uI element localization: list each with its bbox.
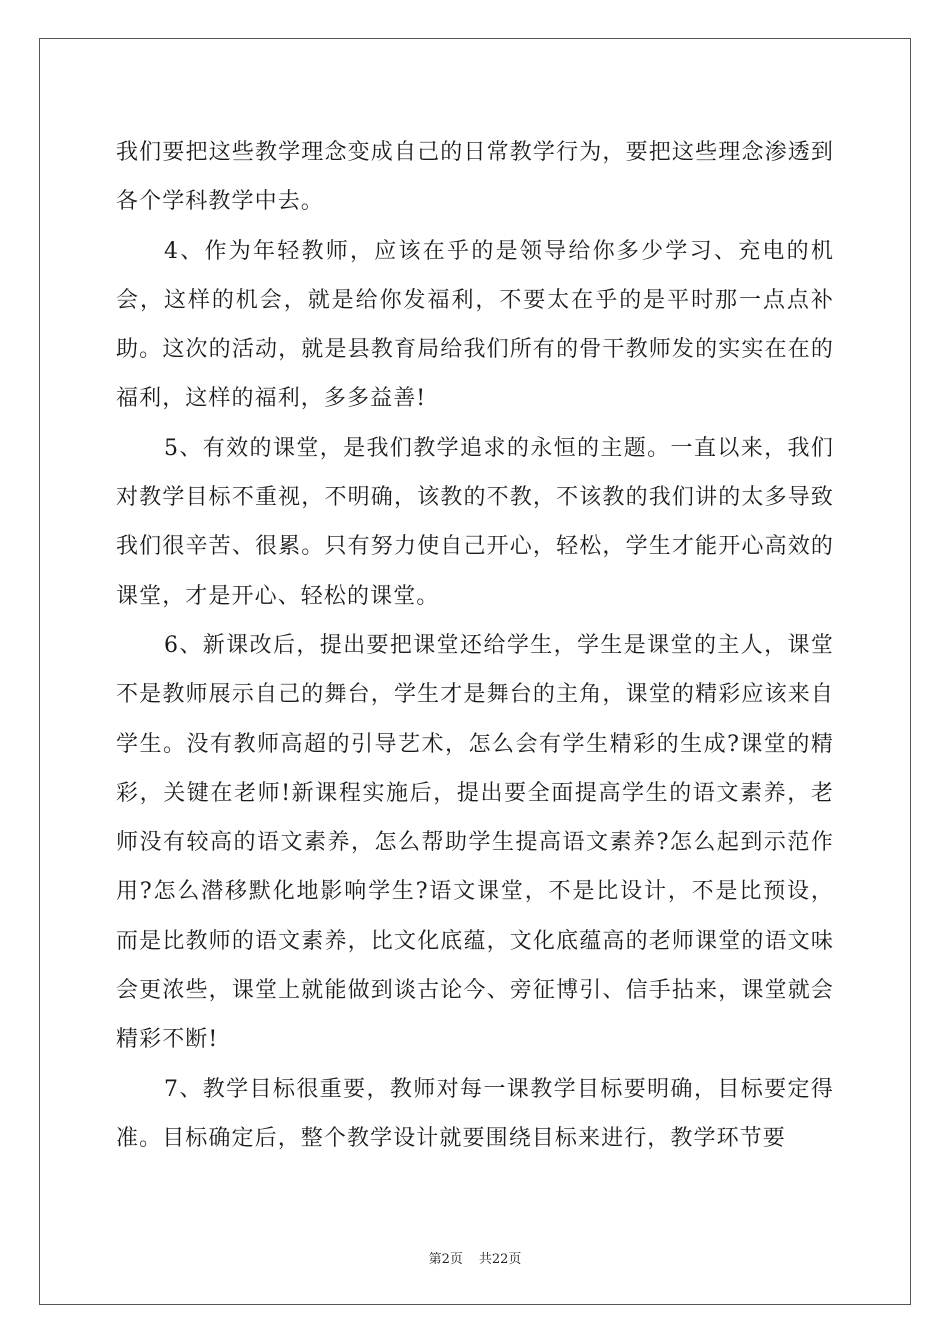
document-body — [116, 128, 834, 1163]
page-number: 第2页 — [428, 1252, 463, 1267]
paragraph-item-7: 7、教学目标很重要，教师对每一课教学目标要明确，目标要定得准。目标确定后，整个教学设计就要围绕目标来进行，教学环节要 — [116, 1076, 834, 1151]
paragraph-item-5: 5、有效的课堂，是我们教学追求的永恒的主题。一直以来，我们对教学目标不重视，不明确，该教的不教，不该教的我们讲的太多导致我们很辛苦、很累。只有努力使自己开心，轻松，学生才能开心高效的课堂，才是开心、轻松的课堂。 — [116, 435, 834, 609]
page-total: 共22页 — [478, 1252, 522, 1267]
page-footer — [0, 1248, 950, 1267]
paragraph-item-4: 4、作为年轻教师，应该在乎的是领导给你多少学习、充电的机会，这样的机会，就是给你发福利，不要太在乎的是平时那一点点补助。这次的活动，就是县教育局给我们所有的骨干教师发的实实在在的福利，这样的福利，多多益善! — [116, 238, 834, 412]
paragraph-item-6: 6、新课改后，提出要把课堂还给学生，学生是课堂的主人，课堂不是教师展示自己的舞台，学生才是舞台的主角，课堂的精彩应该来自学生。没有教师高超的引导艺术，怎么会有学生精彩的生成?课堂的精彩，关键在老师!新课程实施后，提出要全面提高学生的语文素养，老师没有较高的语文素养，怎么帮助学生提高语文素养?怎么起到示范作用?怎么潜移默化地影响学生?语文课堂，不是比设计，不是比预设，而是比教师的语文素养，比文化底蕴，文化底蕴高的老师课堂的语文味会更浓些，课堂上就能做到谈古论今、旁征博引、信手拈来，课堂就会精彩不断! — [116, 632, 834, 1053]
paragraph-continuation: 我们要把这些教学理念变成自己的日常教学行为，要把这些理念渗透到各个学科教学中去。 — [116, 140, 834, 215]
